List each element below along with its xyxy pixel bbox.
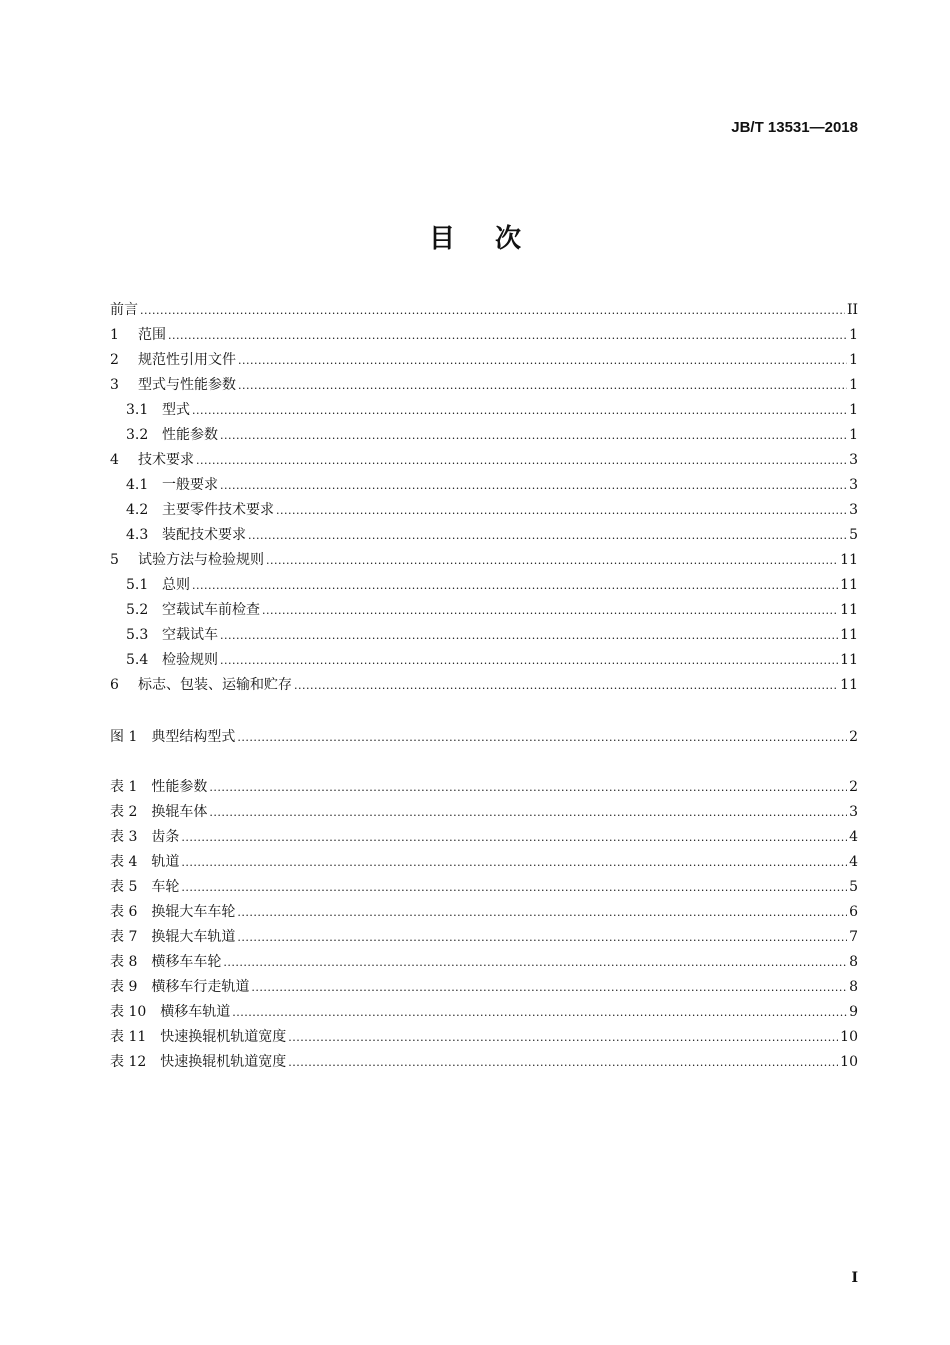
toc-entry-label: 快速换辊机轨道宽度 [160, 1029, 287, 1045]
toc-entry-number: 5.2 [126, 602, 149, 618]
toc-entry[interactable] [110, 498, 858, 523]
toc-entry-number: 5.1 [126, 577, 149, 593]
dot-leader [238, 373, 847, 398]
toc-entry-number: 1 [110, 327, 119, 343]
toc-entry-number: 表 5 [110, 879, 138, 895]
toc-entry-label: 换辊大车车轮 [151, 904, 236, 920]
toc-entry[interactable] [110, 1025, 858, 1050]
toc-entry-page: 3 [849, 452, 858, 468]
toc-entry-page: 1 [849, 352, 858, 368]
toc-entry-label: 范围 [138, 327, 166, 343]
toc-entry-page: 10 [840, 1029, 858, 1045]
toc-entry[interactable] [110, 448, 858, 473]
dot-leader [192, 573, 838, 598]
toc-entry-label: 性能参数 [162, 427, 218, 443]
toc-entry[interactable] [110, 900, 858, 925]
toc-entry-page: 3 [849, 804, 858, 820]
toc-entry-label: 试验方法与检验规则 [138, 552, 264, 568]
toc-entry[interactable] [110, 598, 858, 623]
dot-leader [237, 900, 847, 925]
toc-entry-number: 6 [110, 677, 119, 693]
toc-entry-label: 标志、包装、运输和贮存 [138, 677, 292, 693]
toc-entry-label: 典型结构型式 [151, 729, 236, 745]
toc-entry-label: 换辊车体 [151, 804, 208, 820]
toc-entry[interactable] [110, 673, 858, 698]
toc-contents [110, 298, 858, 698]
toc-entry-number: 5 [110, 552, 119, 568]
dot-leader [266, 548, 838, 573]
toc-entry-number: 表 6 [110, 904, 138, 920]
toc-entry[interactable] [110, 373, 858, 398]
toc-entry[interactable] [110, 850, 858, 875]
dot-leader [220, 473, 847, 498]
toc-entry-number: 5.4 [126, 652, 149, 668]
toc-entry-page: 4 [849, 854, 858, 870]
toc-entry-number: 4 [110, 452, 119, 468]
toc-entry-page: 9 [849, 1004, 858, 1020]
toc-entry-label: 换辊大车轨道 [151, 929, 236, 945]
toc-entry[interactable] [110, 423, 858, 448]
toc-entry[interactable] [110, 800, 858, 825]
toc-entry-page: 11 [840, 652, 858, 668]
page-number: I [851, 1270, 858, 1286]
toc-entry[interactable] [110, 398, 858, 423]
toc-entry-label: 主要零件技术要求 [162, 502, 274, 518]
toc-entry-number: 表 11 [110, 1029, 147, 1045]
toc-entry-label: 轨道 [151, 854, 180, 870]
toc-entry-page: 1 [849, 402, 858, 418]
toc-entry-label: 总则 [162, 577, 190, 593]
toc-entry-page: 5 [849, 879, 858, 895]
toc-entry-label: 装配技术要求 [162, 527, 246, 543]
toc-entry-number: 2 [110, 352, 119, 368]
toc-entry-number: 4.2 [126, 502, 149, 518]
toc-entry-number: 表 10 [110, 1004, 147, 1020]
toc-entry[interactable] [110, 925, 858, 950]
dot-leader [237, 925, 847, 950]
toc-entry-label: 型式 [162, 402, 190, 418]
dot-leader [168, 323, 847, 348]
dot-leader [248, 523, 847, 548]
toc-entry-label: 横移车行走轨道 [151, 979, 250, 995]
toc-figures [110, 725, 858, 750]
toc-entry-label: 型式与性能参数 [138, 377, 236, 393]
toc-entry-number: 表 4 [110, 854, 138, 870]
dot-leader [192, 398, 847, 423]
dot-leader [209, 800, 847, 825]
toc-entry[interactable] [110, 623, 858, 648]
toc-entry[interactable] [110, 298, 858, 323]
toc-entry-number: 图 1 [110, 729, 138, 745]
dot-leader [140, 298, 845, 323]
toc-tables [110, 775, 858, 1075]
dot-leader [181, 875, 847, 900]
toc-entry-page: 11 [840, 577, 858, 593]
standard-number: JB/T 13531—2018 [731, 119, 858, 136]
dot-leader [220, 623, 838, 648]
toc-entry[interactable] [110, 648, 858, 673]
dot-leader [209, 775, 847, 800]
toc-entry-number: 3.2 [126, 427, 149, 443]
toc-entry[interactable] [110, 950, 858, 975]
toc-entry-number: 表 7 [110, 929, 138, 945]
toc-entry-number: 表 8 [110, 954, 138, 970]
toc-entry-label: 横移车轨道 [160, 1004, 231, 1020]
toc-entry[interactable] [110, 548, 858, 573]
toc-entry-page: 1 [849, 377, 858, 393]
toc-entry[interactable] [110, 523, 858, 548]
toc-entry-page: 2 [849, 729, 858, 745]
toc-entry[interactable] [110, 875, 858, 900]
toc-entry-page: 2 [849, 779, 858, 795]
toc-entry[interactable] [110, 975, 858, 1000]
toc-entry-page: 11 [840, 677, 858, 693]
toc-entry-label: 横移车车轮 [151, 954, 222, 970]
dot-leader [232, 1000, 847, 1025]
toc-entry[interactable] [110, 825, 858, 850]
toc-entry-page: 11 [840, 627, 858, 643]
dot-leader [288, 1025, 838, 1050]
toc-entry-number: 表 9 [110, 979, 138, 995]
toc-entry[interactable] [110, 1050, 858, 1075]
toc-entry-label: 规范性引用文件 [138, 352, 236, 368]
toc-entry-page: 3 [849, 477, 858, 493]
page-title: 目次 [428, 224, 561, 254]
toc-entry-label: 空载试车 [162, 627, 218, 643]
dot-leader [196, 448, 847, 473]
toc-entry-number: 4.1 [126, 477, 149, 493]
toc-entry-label: 性能参数 [151, 779, 208, 795]
dot-leader [220, 423, 847, 448]
toc-entry-number: 表 12 [110, 1054, 147, 1070]
toc-entry-label: 齿条 [151, 829, 180, 845]
toc-entry-page: 4 [849, 829, 858, 845]
toc-entry-page: 6 [849, 904, 858, 920]
toc-entry-page: 7 [849, 929, 858, 945]
toc-entry[interactable] [110, 1000, 858, 1025]
toc-entry-page: 3 [849, 502, 858, 518]
toc-entry-label: 一般要求 [162, 477, 218, 493]
toc-entry-page: 11 [840, 552, 858, 568]
toc-entry[interactable] [110, 348, 858, 373]
toc-entry[interactable] [110, 725, 858, 750]
toc-entry[interactable] [110, 323, 858, 348]
toc-entry-number: 表 2 [110, 804, 138, 820]
toc-entry[interactable] [110, 775, 858, 800]
toc-entry-page: 11 [840, 602, 858, 618]
toc-entry-label: 空载试车前检查 [162, 602, 260, 618]
toc-entry-number: 5.3 [126, 627, 149, 643]
toc-entry-label: 前言 [110, 302, 138, 318]
toc-entry-number: 表 1 [110, 779, 138, 795]
dot-leader [181, 850, 847, 875]
toc-entry-number: 3.1 [126, 402, 149, 418]
toc-entry-label: 快速换辊机轨道宽度 [160, 1054, 287, 1070]
toc-entry-number: 表 3 [110, 829, 138, 845]
toc-entry-page: 8 [849, 979, 858, 995]
toc-entry-page: 1 [849, 327, 858, 343]
dot-leader [238, 348, 847, 373]
toc-entry-page: 8 [849, 954, 858, 970]
dot-leader [181, 825, 847, 850]
toc-entry-number: 3 [110, 377, 119, 393]
dot-leader [262, 598, 838, 623]
toc-entry-page: 1 [849, 427, 858, 443]
dot-leader [276, 498, 847, 523]
toc-entry-page: 10 [840, 1054, 858, 1070]
toc-entry-label: 车轮 [151, 879, 180, 895]
toc-entry-label: 检验规则 [162, 652, 218, 668]
toc-entry-number: 4.3 [126, 527, 149, 543]
toc-entry-label: 技术要求 [138, 452, 194, 468]
toc-entry-page: II [846, 302, 858, 318]
toc-entry[interactable] [110, 573, 858, 598]
toc-entry[interactable] [110, 473, 858, 498]
dot-leader [288, 1050, 838, 1075]
dot-leader [294, 673, 838, 698]
toc-entry-page: 5 [849, 527, 858, 543]
dot-leader [220, 648, 838, 673]
dot-leader [223, 950, 847, 975]
dot-leader [237, 725, 847, 750]
dot-leader [251, 975, 847, 1000]
